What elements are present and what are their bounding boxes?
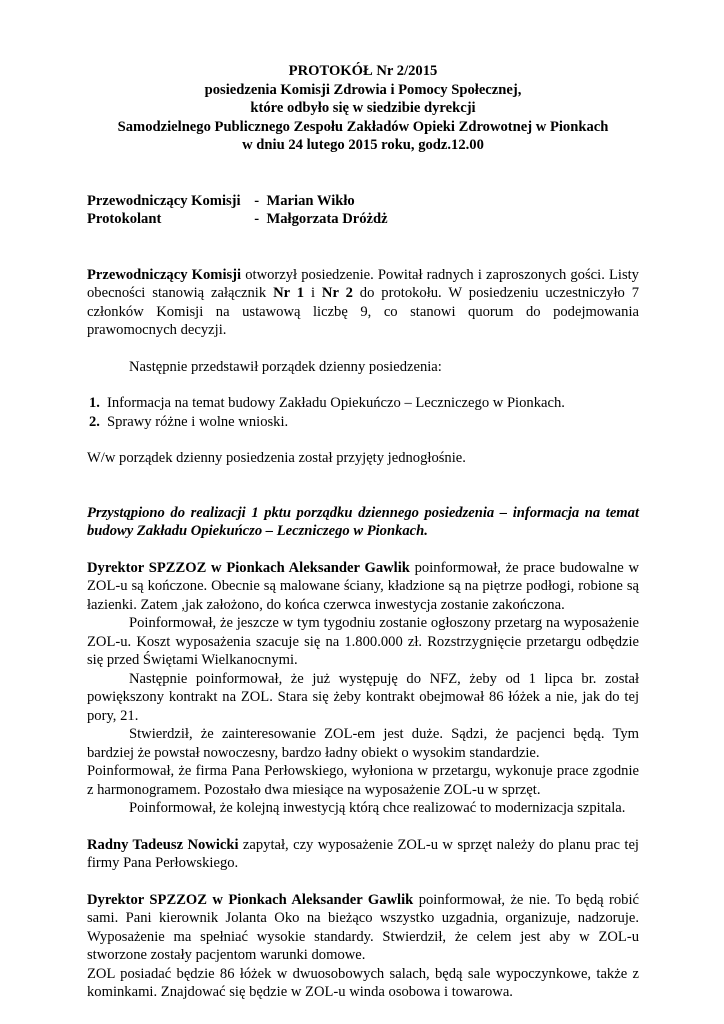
attachment-2: Nr 2	[321, 285, 353, 301]
councillor-question	[87, 836, 639, 873]
attachment-1: Nr 1	[273, 285, 305, 301]
role-label: Protokolant	[87, 211, 162, 227]
statement-paragraph: Poinformował, że firma Pana Perłowskiego, wyłoniona w przetargu, wykonuje prace zgodnie z harmonogramem. Pozostało dwa miesiące na wyposażenie ZOL-u w sprzęt.	[87, 763, 639, 798]
agenda-item	[89, 413, 639, 432]
opening-text-2: i	[304, 285, 322, 301]
statement-paragraph: Następnie poinformował, że już występuję do NFZ, żeby od 1 lipca br. został powiększony kontrakt na ZOL. Stara się żeby kontrakt obejmował 86 łóżek a nie, jak do tej pory, 21.	[87, 670, 639, 724]
opening-text-1: otworzył posiedzenie. Powitał radnych i zaproszonych gości. Listy obecności stanowią załącznik	[87, 266, 639, 301]
protocol-title: PROTOKÓŁ Nr 2/2015	[288, 63, 438, 79]
roles-block	[87, 192, 639, 229]
agenda-text: Informacja na temat budowy Zakładu Opiekuńczo – Leczniczego w Pionkach.	[107, 395, 565, 411]
statement-paragraph	[87, 559, 639, 615]
agenda-accepted: W/w porządek dzienny posiedzenia został przyjęty jednogłośnie.	[87, 450, 466, 466]
header-line-4: Samodzielnego Publicznego Zespołu Zakładów Opieki Zdrowotnej w Pionkach	[117, 118, 609, 135]
speaker-name: Radny Tadeusz Nowicki	[87, 836, 239, 853]
director-statement-2	[87, 891, 639, 1002]
role-label: Przewodniczący Komisji	[87, 192, 241, 209]
role-separator: -	[247, 192, 267, 209]
speaker-name: Dyrektor SPZZOZ w Pionkach Aleksander Gawlik	[87, 891, 414, 908]
director-statement-1	[87, 559, 639, 818]
protocol-header	[87, 62, 639, 155]
statement-paragraph: Poinformował, że kolejną inwestycją którą chce realizować to modernizacja szpitala.	[129, 800, 626, 816]
role-row-chair	[87, 192, 639, 211]
opening-paragraph	[87, 266, 639, 340]
header-line-3: które odbyło się w siedzibie dyrekcji	[250, 100, 476, 116]
document-page	[87, 62, 639, 1002]
section-1-title: Przystąpiono do realizacji 1 pktu porządku dziennego posiedzenia – informacja na temat budowy Zakładu Opiekuńczo – Leczniczego w Pionkach.	[87, 504, 639, 539]
statement-paragraph	[87, 891, 639, 965]
agenda-number: 2.	[89, 413, 100, 430]
statement-text: poinformował, że prace budowalne w ZOL-u są kończone. Obecnie są malowane ściany, kładzione są na piętrze podłogi, robione są łazienki. Zatem ,jak założono, do końca czerwca inwestycja zostanie zakończona.	[87, 559, 639, 613]
speaker-name: Dyrektor SPZZOZ w Pionkach Aleksander Gawlik	[87, 559, 410, 576]
header-line-2: posiedzenia Komisji Zdrowia i Pomocy Społecznej,	[204, 81, 522, 98]
opening-lead: Przewodniczący Komisji	[87, 266, 242, 283]
agenda-number: 1.	[89, 395, 100, 411]
agenda-text: Sprawy różne i wolne wnioski.	[107, 413, 289, 430]
header-line-5: w dniu 24 lutego 2015 roku, godz.12.00	[242, 137, 484, 153]
statement-paragraph: Poinformował, że jeszcze w tym tygodniu zostanie ogłoszony przetarg na wyposażenie ZOL-u. Koszt wyposażenia szacuje się na 1.800.000 zł. Rozstrzygnięcie przetargu odbędzie się przed Świętami Wielkanocnymi.	[87, 615, 639, 668]
role-row-recorder	[87, 210, 639, 229]
opening-text-3: do protokołu. W posiedzeniu uczestniczyło 7 członków Komisji na ustawową liczbę 9, co stanowi quorum do podejmowania prawomocnych decyzji.	[87, 285, 640, 338]
statement-paragraph: Stwierdził, że zainteresowanie ZOL-em jest duże. Sądzi, że pacjenci będą. Tym bardziej że powstał nowoczesny, bardzo ładny obiekt o wysokim standardzie.	[87, 726, 639, 761]
statement-text: poinformował, że nie. To będą robić sami. Pani kierownik Jolanta Oko na bieżąco wszystko uzgadnia, organizuje, nadzoruje. Wyposażenie ma spełniać wysokie standardy. Stwierdził, że celem jest aby w ZOL-u stworzone zostały pacjentom warunki domowe.	[87, 891, 639, 963]
statement-paragraph: ZOL posiadać będzie 86 łóżek w dwuosobowych salach, będą sale wypoczynkowe, także z kominkami. Znajdować się będzie w ZOL-u winda osobowa i towarowa.	[87, 965, 639, 1000]
agenda-item	[89, 394, 639, 413]
role-value: Małgorzata Dróżdż	[266, 211, 388, 227]
agenda-intro: Następnie przedstawił porządek dzienny posiedzenia:	[129, 358, 442, 375]
agenda-list	[87, 394, 639, 431]
question-text: zapytał, czy wyposażenie ZOL-u w sprzęt należy do planu prac tej firmy Pana Perłowskiego.	[87, 836, 639, 871]
role-separator: -	[247, 211, 267, 227]
role-value: Marian Wikło	[266, 192, 355, 209]
